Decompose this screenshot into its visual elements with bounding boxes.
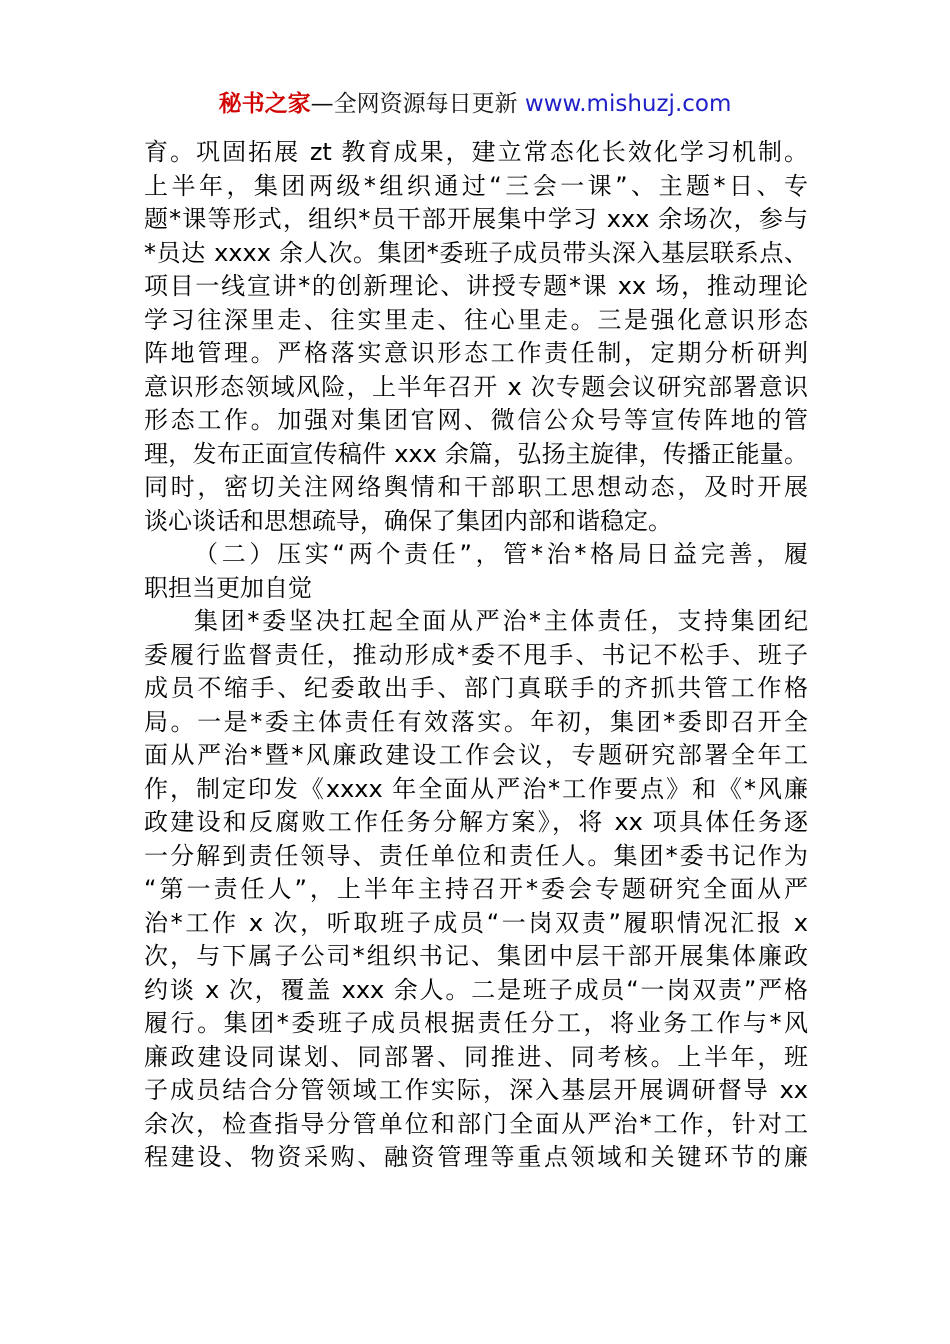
text-line: 谈心谈话和思想疏导，确保了集团内部和谐稳定。 [144, 506, 672, 535]
text-line: 同时，密切关注网络舆情和干部职工思想动态，及时开展 [144, 473, 808, 501]
text-line: 理，发布正面宣传稿件 xxx 余篇，弘扬主旋律，传播正能量。 [144, 439, 808, 468]
text-line: 程建设、物资采购、融资管理等重点领域和关键环节的廉 [144, 1143, 808, 1171]
text-line: 一分解到责任领导、责任单位和责任人。集团*委书记作为 [144, 841, 808, 870]
text-line: 约谈 x 次，覆盖 xxx 余人。二是班子成员“一岗双责”严格 [144, 975, 808, 1004]
text-line: *员达 xxxx 余人次。集团*委班子成员带头深入基层联系点、 [144, 238, 808, 267]
text-line: 意识形态领域风险，上半年召开 x 次专题会议研究部署意识 [144, 372, 808, 401]
text-line: 余次，检查指导分管单位和部门全面从严治*工作，针对工 [144, 1109, 808, 1138]
text-line: 政建设和反腐败工作任务分解方案》，将 xx 项具体任务逐 [144, 808, 808, 836]
document-body [144, 136, 808, 1175]
text-line: 项目一线宣讲*的创新理论、讲授专题*课 xx 场，推动理论 [144, 272, 808, 300]
site-header [0, 86, 950, 122]
text-line: 子成员结合分管领域工作实际，深入基层开展调研督导 xx [144, 1076, 808, 1104]
text-line: 题*课等形式，组织*员干部开展集中学习 xxx 余场次，参与 [144, 205, 808, 233]
text-line: 成员不缩手、纪委敢出手、部门真联手的齐抓共管工作格 [144, 674, 808, 702]
text-line: 廉政建设同谋划、同部署、同推进、同考核。上半年，班 [144, 1042, 808, 1071]
text-line: 阵地管理。严格落实意识形态工作责任制，定期分析研判 [144, 339, 808, 367]
text-line: 履行。集团*委班子成员根据责任分工，将业务工作与*风 [144, 1009, 808, 1037]
text-line: 委履行监督责任，推动形成*委不甩手、书记不松手、班子 [144, 640, 808, 669]
text-line: 作，制定印发《xxxx 年全面从严治*工作要点》和《*风廉 [144, 774, 808, 803]
text-line: 面从严治*暨*风廉政建设工作会议，专题研究部署全年工 [144, 741, 808, 769]
text-line: 次，与下属子公司*组织书记、集团中层干部开展集体廉政 [144, 942, 808, 970]
text-line: 学习往深里走、往实里走、往心里走。三是强化意识形态 [144, 305, 808, 334]
site-brand: 秘书之家 [218, 91, 311, 117]
text-line: 上半年，集团两级*组织通过“三会一课”、主题*日、专 [144, 171, 808, 200]
text-line: 育。巩固拓展 zt 教育成果，建立常态化长效化学习机制。 [144, 138, 808, 166]
text-line: 局。一是*委主体责任有效落实。年初，集团*委即召开全 [144, 707, 808, 736]
text-line: （二）压实“两个责任”，管*治*格局日益完善，履 [194, 540, 808, 568]
text-line: 治*工作 x 次，听取班子成员“一岗双责”履职情况汇报 x [144, 908, 808, 937]
text-line: “第一责任人”，上半年主持召开*委会专题研究全面从严 [144, 875, 808, 903]
text-line: 形态工作。加强对集团官网、微信公众号等宣传阵地的管 [144, 406, 808, 434]
text-line: 集团*委坚决扛起全面从严治*主体责任，支持集团纪 [194, 607, 808, 635]
text-line: 职担当更加自觉 [144, 573, 312, 602]
site-tagline: —全网资源每日更新 [310, 91, 518, 117]
site-url[interactable]: www.mishuzj.com [524, 91, 732, 117]
